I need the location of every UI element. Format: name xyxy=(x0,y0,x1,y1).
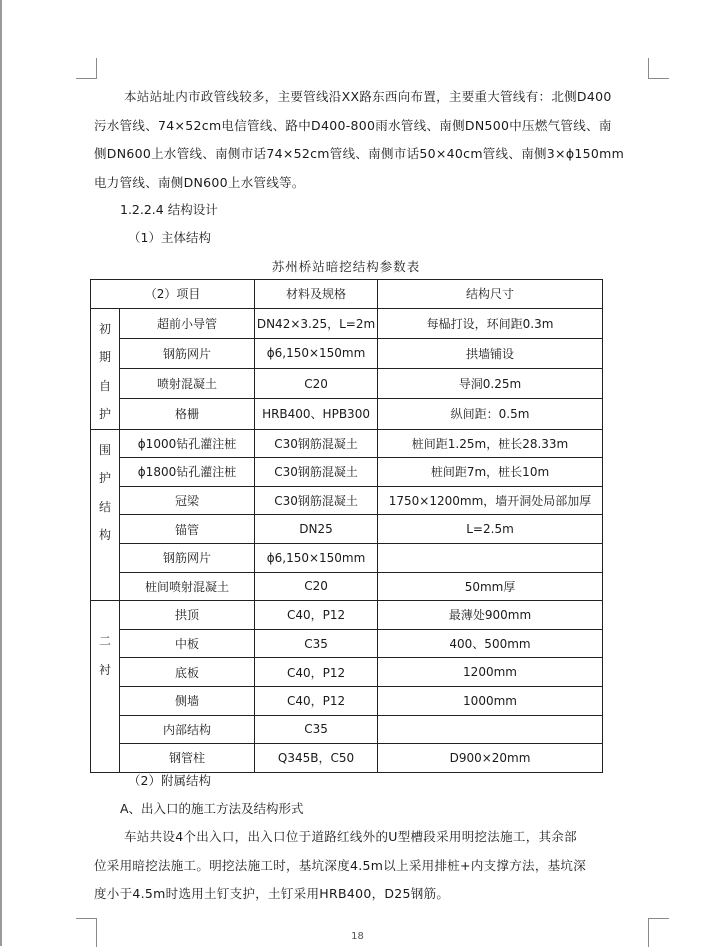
cell-size: D900×20mm xyxy=(378,744,603,773)
table-row xyxy=(91,601,603,630)
cell-material: C35 xyxy=(255,629,378,658)
table-row xyxy=(91,338,603,368)
cell-item: 底板 xyxy=(120,658,255,687)
cell-material: C40，P12 xyxy=(255,601,378,630)
subheading-main-structure: （1）主体结构 xyxy=(128,230,211,245)
category-char: 构 xyxy=(98,528,111,543)
category-char: 自 xyxy=(98,378,111,393)
cell-size xyxy=(378,543,603,572)
table-row xyxy=(91,658,603,687)
header-material: 材料及规格 xyxy=(255,280,378,309)
category-initial-support xyxy=(91,308,120,429)
cell-material: C30钢筋混凝土 xyxy=(255,458,378,487)
cell-material: C20 xyxy=(255,572,378,601)
page-left-edge xyxy=(0,0,2,946)
intro-line: 本站站址内市政管线较多，主要管线沿XX路东西向布置，主要重大管线有：北侧D400 xyxy=(124,89,612,104)
category-char: 围 xyxy=(98,442,111,457)
closing-line: 度小于4.5m时选用土钉支护，土钉采用HRB400，D25钢筋。 xyxy=(94,886,450,901)
cell-material: Q345B，C50 xyxy=(255,744,378,773)
table-row xyxy=(91,543,603,572)
cell-item: 侧墙 xyxy=(120,686,255,715)
cell-material: ϕ6,150×150mm xyxy=(255,338,378,368)
cell-item: 钢筋网片 xyxy=(120,543,255,572)
cell-size: 1000mm xyxy=(378,686,603,715)
cell-size: 50mm厚 xyxy=(378,572,603,601)
table-row xyxy=(91,515,603,544)
table-row xyxy=(91,399,603,429)
category-retaining-structure xyxy=(91,429,120,601)
table-row xyxy=(91,629,603,658)
category-char: 期 xyxy=(98,350,111,365)
table-row xyxy=(91,308,603,338)
cell-material: C20 xyxy=(255,369,378,399)
table-row xyxy=(91,369,603,399)
cell-item: 超前小导管 xyxy=(120,308,255,338)
cell-size: 纵间距：0.5m xyxy=(378,399,603,429)
table-row xyxy=(91,458,603,487)
category-secondary-lining xyxy=(91,601,120,773)
cell-material: C40，P12 xyxy=(255,658,378,687)
intro-line: 电力管线、南侧DN600上水管线等。 xyxy=(94,174,305,190)
cell-material: C30钢筋混凝土 xyxy=(255,429,378,458)
cell-size: 1750×1200mm，墙开洞处局部加厚 xyxy=(378,486,603,515)
cell-item: 内部结构 xyxy=(120,715,255,744)
cell-size: 1200mm xyxy=(378,658,603,687)
page-number: 18 xyxy=(351,931,364,942)
crop-mark-top-right xyxy=(648,58,669,79)
category-char: 护 xyxy=(98,407,111,422)
closing-line: 车站共设4个出入口，出入口位于道路红线外的U型槽段采用明挖法施工，其余部 xyxy=(124,829,577,844)
cell-item: 钢管柱 xyxy=(120,744,255,773)
closing-line: 位采用暗挖法施工。明挖法施工时，基坑深度4.5m以上采用排桩+内支撑方法，基坑深 xyxy=(94,857,587,873)
cell-material: C40，P12 xyxy=(255,686,378,715)
cell-size: 每榀打设，环间距0.3m xyxy=(378,308,603,338)
table-title: 苏州桥站暗挖结构参数表 xyxy=(271,259,421,274)
cell-size: 桩间距1.25m，桩长28.33m xyxy=(378,429,603,458)
cell-item: 喷射混凝土 xyxy=(120,369,255,399)
table-row xyxy=(91,486,603,515)
category-char: 护 xyxy=(98,471,111,486)
cell-item: ϕ1800钻孔灌注桩 xyxy=(120,458,255,487)
cell-size: 拱墙铺设 xyxy=(378,338,603,368)
cell-material: DN42×3.25，L=2m xyxy=(255,308,378,338)
category-char: 结 xyxy=(98,499,111,514)
subheading-auxiliary-structure: （2）附属结构 xyxy=(128,773,211,788)
cell-item: 桩间喷射混凝土 xyxy=(120,572,255,601)
crop-mark-top-left xyxy=(76,58,97,79)
section-heading: 1.2.2.4 结构设计 xyxy=(120,202,218,217)
cell-size: 导洞0.25m xyxy=(378,369,603,399)
header-item: （2）项目 xyxy=(91,280,255,309)
intro-line: 污水管线、74×52cm电信管线、路中D400-800雨水管线、南侧DN500中压燃气管线、南 xyxy=(94,117,612,133)
table-row xyxy=(91,429,603,458)
closing-paragraph xyxy=(94,823,654,909)
cell-size: 400、500mm xyxy=(378,629,603,658)
cell-material: C35 xyxy=(255,715,378,744)
category-char: 衬 xyxy=(98,662,111,677)
table-row xyxy=(91,686,603,715)
cell-item: 锚管 xyxy=(120,515,255,544)
cell-material: ϕ6,150×150mm xyxy=(255,543,378,572)
cell-item: 冠梁 xyxy=(120,486,255,515)
header-size: 结构尺寸 xyxy=(378,280,603,309)
cell-material: DN25 xyxy=(255,515,378,544)
cell-item: 格栅 xyxy=(120,399,255,429)
cell-item: 中板 xyxy=(120,629,255,658)
table-row xyxy=(91,572,603,601)
table-row xyxy=(91,744,603,773)
category-char: 二 xyxy=(98,634,111,649)
intro-line: 侧DN600上水管线、南侧市话74×52cm管线、南侧市话50×40cm管线、南侧3×ϕ150mm xyxy=(94,146,625,161)
cell-size: 桩间距7m，桩长10m xyxy=(378,458,603,487)
category-char: 初 xyxy=(98,321,111,336)
table-header-row xyxy=(91,280,603,309)
cell-item: ϕ1000钻孔灌注桩 xyxy=(120,429,255,458)
cell-item: 拱顶 xyxy=(120,601,255,630)
cell-material: HRB400、HPB300 xyxy=(255,399,378,429)
cell-size xyxy=(378,715,603,744)
cell-material: C30钢筋混凝土 xyxy=(255,486,378,515)
intro-paragraph xyxy=(94,83,654,197)
cell-size: 最薄处900mm xyxy=(378,601,603,630)
cell-size: L=2.5m xyxy=(378,515,603,544)
cell-item: 钢筋网片 xyxy=(120,338,255,368)
structure-parameter-table xyxy=(90,279,603,773)
subsection-a-heading: A、出入口的施工方法及结构形式 xyxy=(120,801,304,816)
table-row xyxy=(91,715,603,744)
